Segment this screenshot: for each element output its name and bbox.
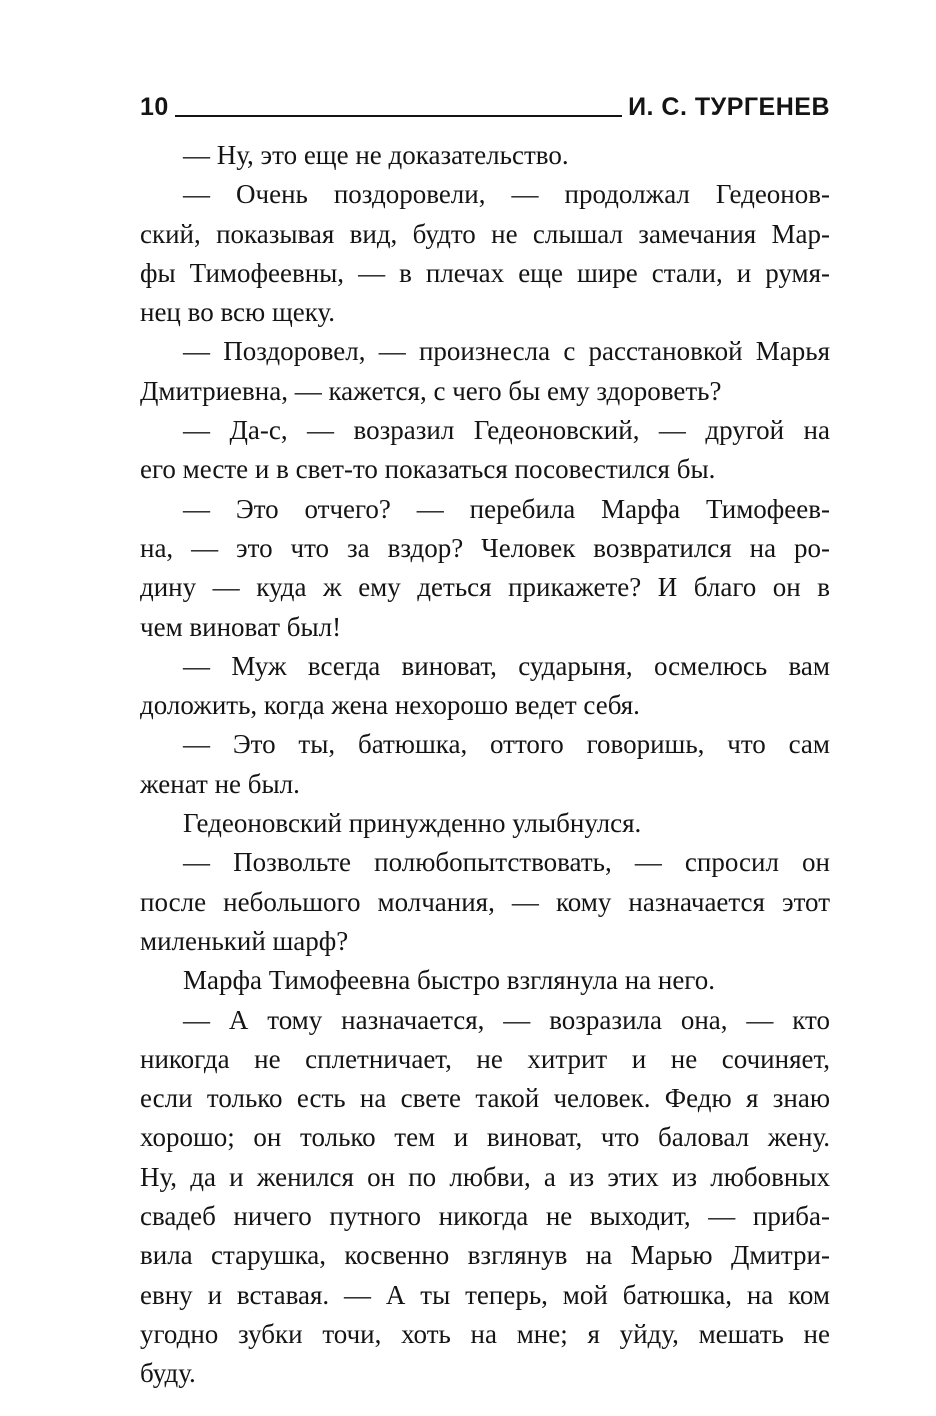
text-line: нец во всю щеку. (140, 297, 335, 328)
text-line: никогда не сплетничает, не хитрит и не сочиняет, (140, 1043, 830, 1074)
text-line: доложить, когда жена нехорошо ведет себя. (140, 690, 640, 721)
text-line: хорошо; он только тем и виноват, что баловал жену. (140, 1122, 830, 1153)
text-line: его месте и в свет-то показаться посовестился бы. (140, 454, 716, 485)
running-title: И. С. ТУРГЕНЕВ (628, 93, 830, 121)
text-line: миленький шарф? (140, 925, 349, 956)
text-line: вила старушка, косвенно взглянув на Марью Дмитри- (140, 1240, 830, 1271)
text-line: угодно зубки точи, хоть на мне; я уйду, мешать не (140, 1318, 830, 1349)
text-line: Гедеоновский принужденно улыбнулся. (183, 808, 642, 839)
text-line: фы Тимофеевны, — в плечах еще шире стали, и румя- (140, 257, 830, 288)
text-line: ский, показывая вид, будто не слышал замечания Мар- (140, 218, 830, 249)
text-line: — Ну, это еще не доказательство. (183, 140, 569, 170)
text-line: — Поздоровел, — произнесла с расстановкой Марья (183, 336, 830, 367)
text-line: евну и вставая. — А ты теперь, мой батюшка, на ком (140, 1279, 830, 1310)
text-line: женат не был. (140, 768, 300, 799)
text-line: Ну, да и женился он по любви, а из этих из любовных (140, 1161, 830, 1192)
text-line: если только есть на свете такой человек. Федю я знаю (140, 1083, 830, 1114)
text-line: — Это отчего? — перебила Марфа Тимофеев- (183, 493, 830, 524)
text-line: — Да-с, — возразил Гедеоновский, — другой на (183, 415, 830, 446)
text-line: — Это ты, батюшка, оттого говоришь, что сам (183, 729, 830, 760)
text-line: на, — это что за вздор? Человек возвратился на ро- (140, 532, 830, 563)
text-line: — Очень поздоровели, — продолжал Гедеонов- (183, 179, 830, 210)
page-number: 10 (140, 93, 169, 121)
text-line: свадеб ничего путного никогда не выходит, — приба- (140, 1201, 830, 1232)
body-text (140, 136, 830, 1394)
text-line: буду. (140, 1358, 196, 1389)
text-line: Марфа Тимофеевна быстро взглянула на него. (183, 965, 715, 996)
text-line: — Позвольте полюбопытствовать, — спросил он (183, 847, 830, 878)
text-line: — А тому назначается, — возразила она, — кто (183, 1004, 830, 1035)
text-line: чем виноват был! (140, 611, 342, 642)
text-line: Дмитриевна, — кажется, с чего бы ему здороветь? (140, 375, 722, 406)
text-line: — Муж всегда виноват, сударыня, осмелюсь вам (183, 650, 830, 681)
text-line: дину — куда ж ему деться прикажете? И благо он в (140, 572, 830, 603)
running-head (140, 84, 830, 120)
header-rule (175, 115, 622, 117)
text-line: после небольшого молчания, — кому назначается этот (140, 886, 830, 917)
